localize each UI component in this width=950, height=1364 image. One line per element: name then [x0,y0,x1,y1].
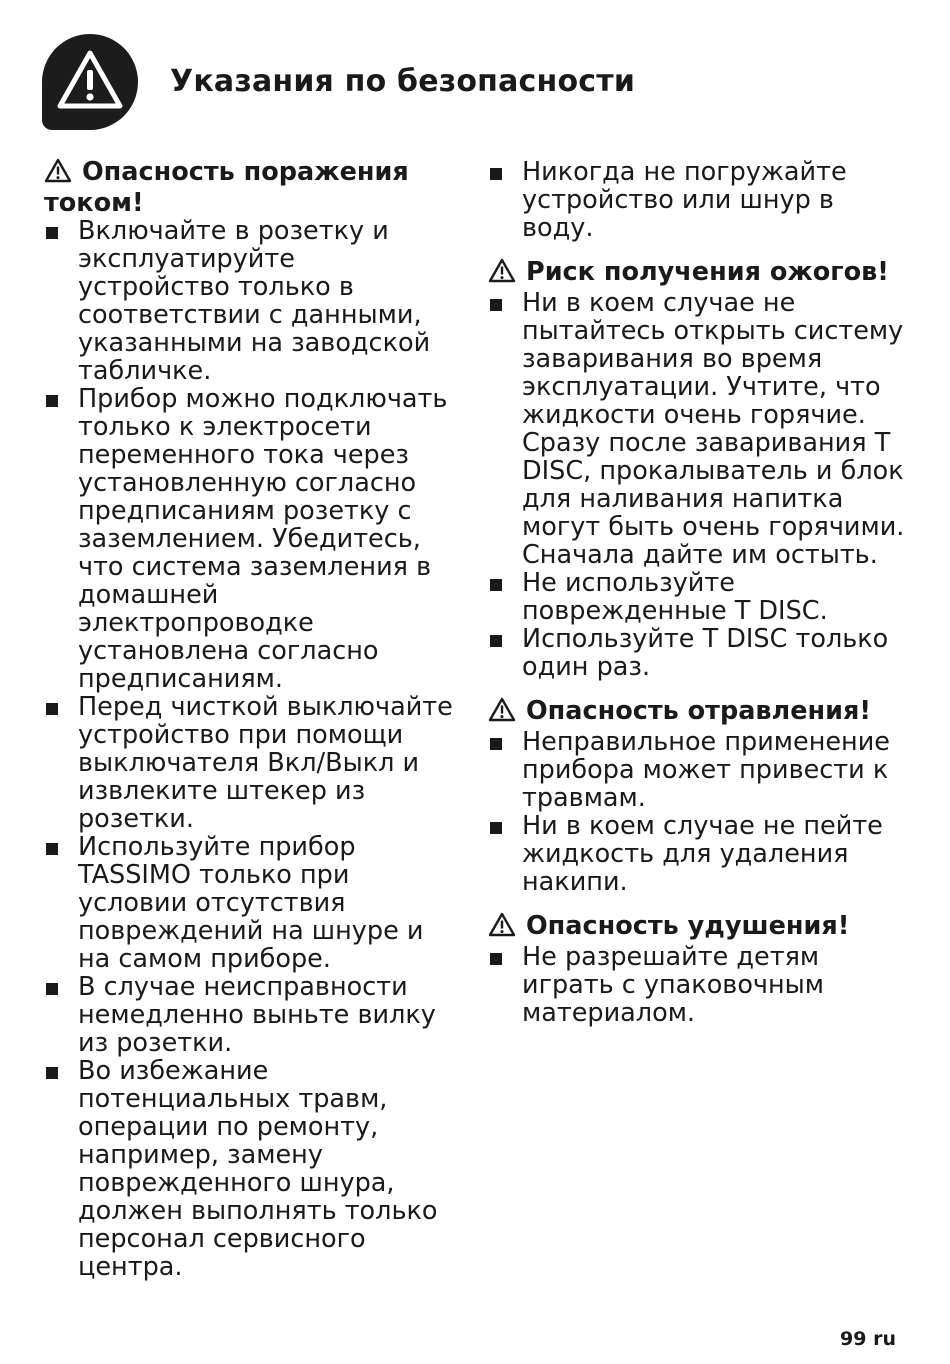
left-column [44,158,454,1297]
warning-triangle-icon [488,258,516,289]
section-title [488,697,908,728]
list-item: Никогда не погружайте устройство или шнур в воду. [488,158,908,242]
bullet-list [488,728,908,896]
section-suffocation [488,912,908,1027]
warning-triangle-icon [488,912,516,943]
section-poisoning [488,697,908,896]
page-number: 99 ru [840,1328,896,1350]
section-burn-risk [488,258,908,681]
bullet-list [488,943,908,1027]
warning-triangle-icon [488,697,516,728]
section-title-text: Опасность отравления! [526,696,872,726]
list-item: Ни в коем случае не пейте жидкость для удаления накипи. [488,812,908,896]
section-title [488,258,908,289]
page-title: Указания по безопасности [170,64,636,99]
section-title [44,158,454,217]
list-item: Прибор можно подключать только к электросети переменного тока через установленную согласно предписаниям розетку с заземлением. Убедитесь, что система заземления в домашней электропроводке установлена согласно предписаниям. [44,385,454,693]
list-item: Используйте T DISC только один раз. [488,625,908,681]
list-item: Неправильное применение прибора может привести к травмам. [488,728,908,812]
section-title [488,912,908,943]
list-item: В случае неисправности немедленно выньте вилку из розетки. [44,973,454,1057]
bullet-list [488,289,908,681]
list-item: Используйте прибор TASSIMO только при условии отсутствия повреждений на шнуре и на самом приборе. [44,833,454,973]
section-title-text: Риск получения ожогов! [526,257,889,287]
section-electric-shock [44,158,454,1281]
section-title-text: Опасность удушения! [526,911,850,941]
bullet-list [44,217,454,1281]
section-continued [488,158,908,242]
section-title-text: Опасность поражения током! [44,157,409,218]
list-item: Не используйте поврежденные T DISC. [488,569,908,625]
list-item: Ни в коем случае не пытайтесь открыть систему заваривания во время эксплуатации. Учтите, что жидкости очень горячие. Сразу после заваривания T DISC, прокалыватель и блок для наливания напитка могут быть очень горячими. Сначала дайте им остыть. [488,289,908,569]
list-item: Не разрешайте детям играть с упаковочным материалом. [488,943,908,1027]
right-column [488,158,908,1043]
list-item: Включайте в розетку и эксплуатируйте устройство только в соответствии с данными, указанными на заводской табличке. [44,217,454,385]
list-item: Перед чисткой выключайте устройство при помощи выключателя Вкл/Выкл и извлеките штекер из розетки. [44,693,454,833]
page-header [42,34,922,130]
warning-triangle-icon [44,158,72,189]
warning-triangle-icon [56,48,124,112]
bullet-list [488,158,908,242]
warning-badge [42,34,138,130]
list-item: Во избежание потенциальных травм, операции по ремонту, например, замену поврежденного шнура, должен выполнять только персонал сервисного центра. [44,1057,454,1281]
